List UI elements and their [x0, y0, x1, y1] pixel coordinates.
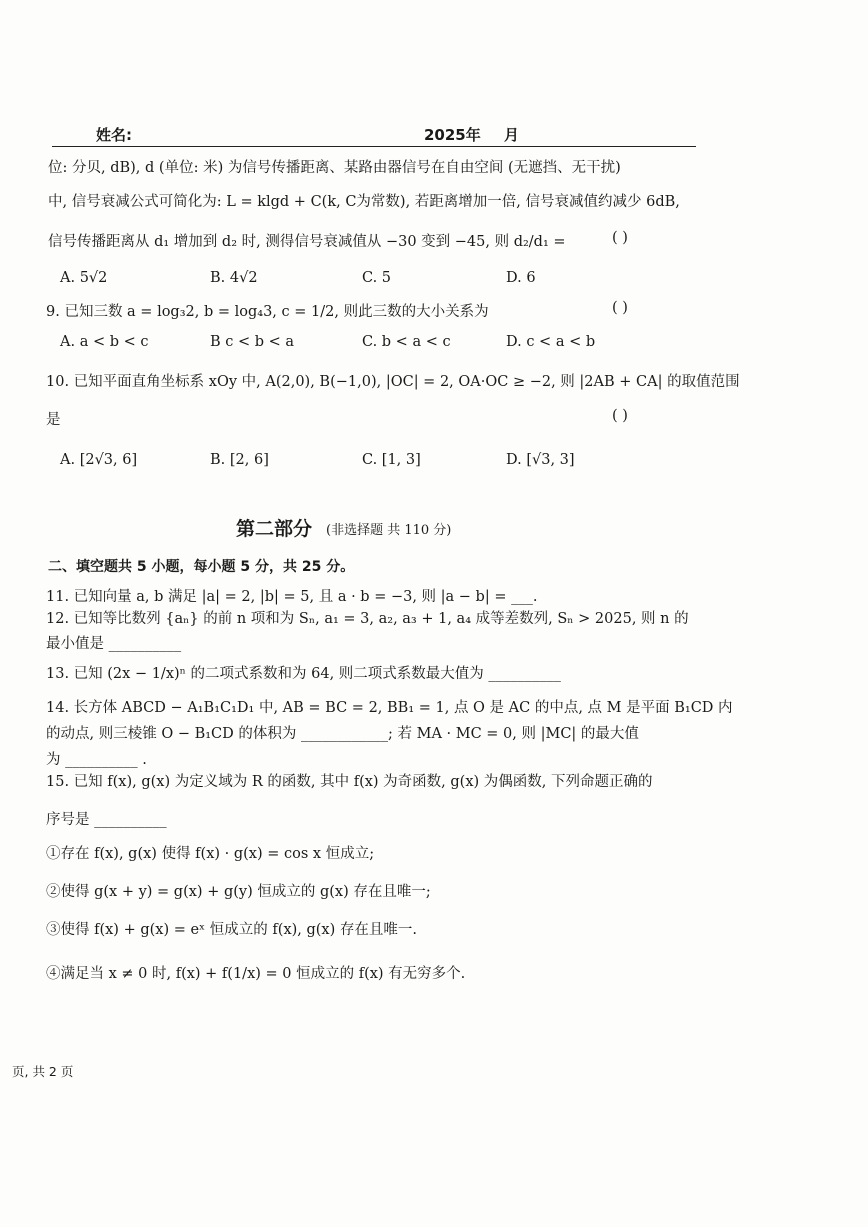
q14-line2: 的动点, 则三棱锥 O − B₁CD 的体积为 ____________; 若 MA · MC = 0, 则 |MC| 的最大值 [46, 726, 639, 742]
q8-option-c: C. 5 [362, 270, 392, 286]
q9-option-d: D. c < a < b [506, 334, 596, 350]
q9-option-c: C. b < a < c [362, 334, 451, 350]
q10-stem-cont: 是 [46, 412, 61, 428]
q12-line2: 最小值是 __________ [46, 636, 182, 652]
q15-item-3: ③使得 f(x) + g(x) = eˣ 恒成立的 f(x), g(x) 存在且唯一. [46, 922, 417, 938]
q9-option-a: A. a < b < c [60, 334, 149, 350]
q15-line2: 序号是 __________ [46, 812, 167, 828]
q10-option-d: D. [√3, 3] [506, 452, 575, 468]
q11: 11. 已知向量 a, b 满足 |a| = 2, |b| = 5, 且 a · b = −3, 则 |a − b| = ___. [46, 589, 538, 605]
q15-line1: 15. 已知 f(x), g(x) 为定义域为 R 的函数, 其中 f(x) 为奇函数, g(x) 为偶函数, 下列命题正确的 [46, 774, 653, 790]
q10-answer-paren: ( ) [612, 408, 628, 424]
q8-line1: 位: 分贝, dB), d (单位: 米) 为信号传播距离、某路由器信号在自由空间 (无遮挡、无干扰) [48, 160, 621, 176]
q8-option-a: A. 5√2 [60, 270, 108, 286]
q9-option-b: B c < b < a [210, 334, 295, 350]
header-rule [52, 146, 696, 147]
q14-line1: 14. 长方体 ABCD − A₁B₁C₁D₁ 中, AB = BC = 2, BB₁ = 1, 点 O 是 AC 的中点, 点 M 是平面 B₁CD 内 [46, 700, 733, 716]
year-label: 2025年 [424, 126, 481, 144]
q15-item-1: ①存在 f(x), g(x) 使得 f(x) · g(x) = cos x 恒成立; [46, 846, 375, 862]
part2-title: 第二部分 [236, 518, 313, 540]
q8-line2: 中, 信号衰减公式可简化为: L = klgd + C(k, C为常数), 若距离增加一倍, 信号衰减值约减少 6dB, [48, 194, 680, 210]
month-label: 月 [504, 126, 520, 144]
name-label: 姓名: [96, 126, 132, 144]
q13: 13. 已知 (2x − 1/x)ⁿ 的二项式系数和为 64, 则二项式系数最大值为 __________ [46, 666, 561, 682]
q8-option-b: B. 4√2 [210, 270, 258, 286]
q9-stem: 9. 已知三数 a = log₃2, b = log₄3, c = 1/2, 则此三数的大小关系为 [46, 304, 489, 320]
q8-line3: 信号传播距离从 d₁ 增加到 d₂ 时, 测得信号衰减值从 −30 变到 −45, 则 d₂/d₁ = [48, 234, 566, 250]
q10-option-b: B. [2, 6] [210, 452, 269, 468]
q8-option-d: D. 6 [506, 270, 536, 286]
page-footer: 页, 共 2 页 [12, 1064, 74, 1079]
q10-option-c: C. [1, 3] [362, 452, 421, 468]
part2-subtitle: (非选择题 共 110 分) [326, 523, 452, 538]
q9-answer-paren: ( ) [612, 300, 628, 316]
q10-option-a: A. [2√3, 6] [60, 452, 138, 468]
q10-stem: 10. 已知平面直角坐标系 xOy 中, A(2,0), B(−1,0), |OC| = 2, OA·OC ≥ −2, 则 |2AB + CA| 的取值范围 [46, 374, 740, 390]
q14-line3: 为 __________ . [46, 752, 147, 768]
q8-answer-paren: ( ) [612, 230, 628, 246]
q12-line1: 12. 已知等比数列 {aₙ} 的前 n 项和为 Sₙ, a₁ = 3, a₂, a₃ + 1, a₄ 成等差数列, Sₙ > 2025, 则 n 的 [46, 611, 689, 627]
section-heading: 二、填空题共 5 小题，每小题 5 分，共 25 分。 [48, 559, 355, 575]
q15-item-2: ②使得 g(x + y) = g(x) + g(y) 恒成立的 g(x) 存在且唯一; [46, 884, 431, 900]
q15-item-4: ④满足当 x ≠ 0 时, f(x) + f(1/x) = 0 恒成立的 f(x) 有无穷多个. [46, 966, 466, 982]
